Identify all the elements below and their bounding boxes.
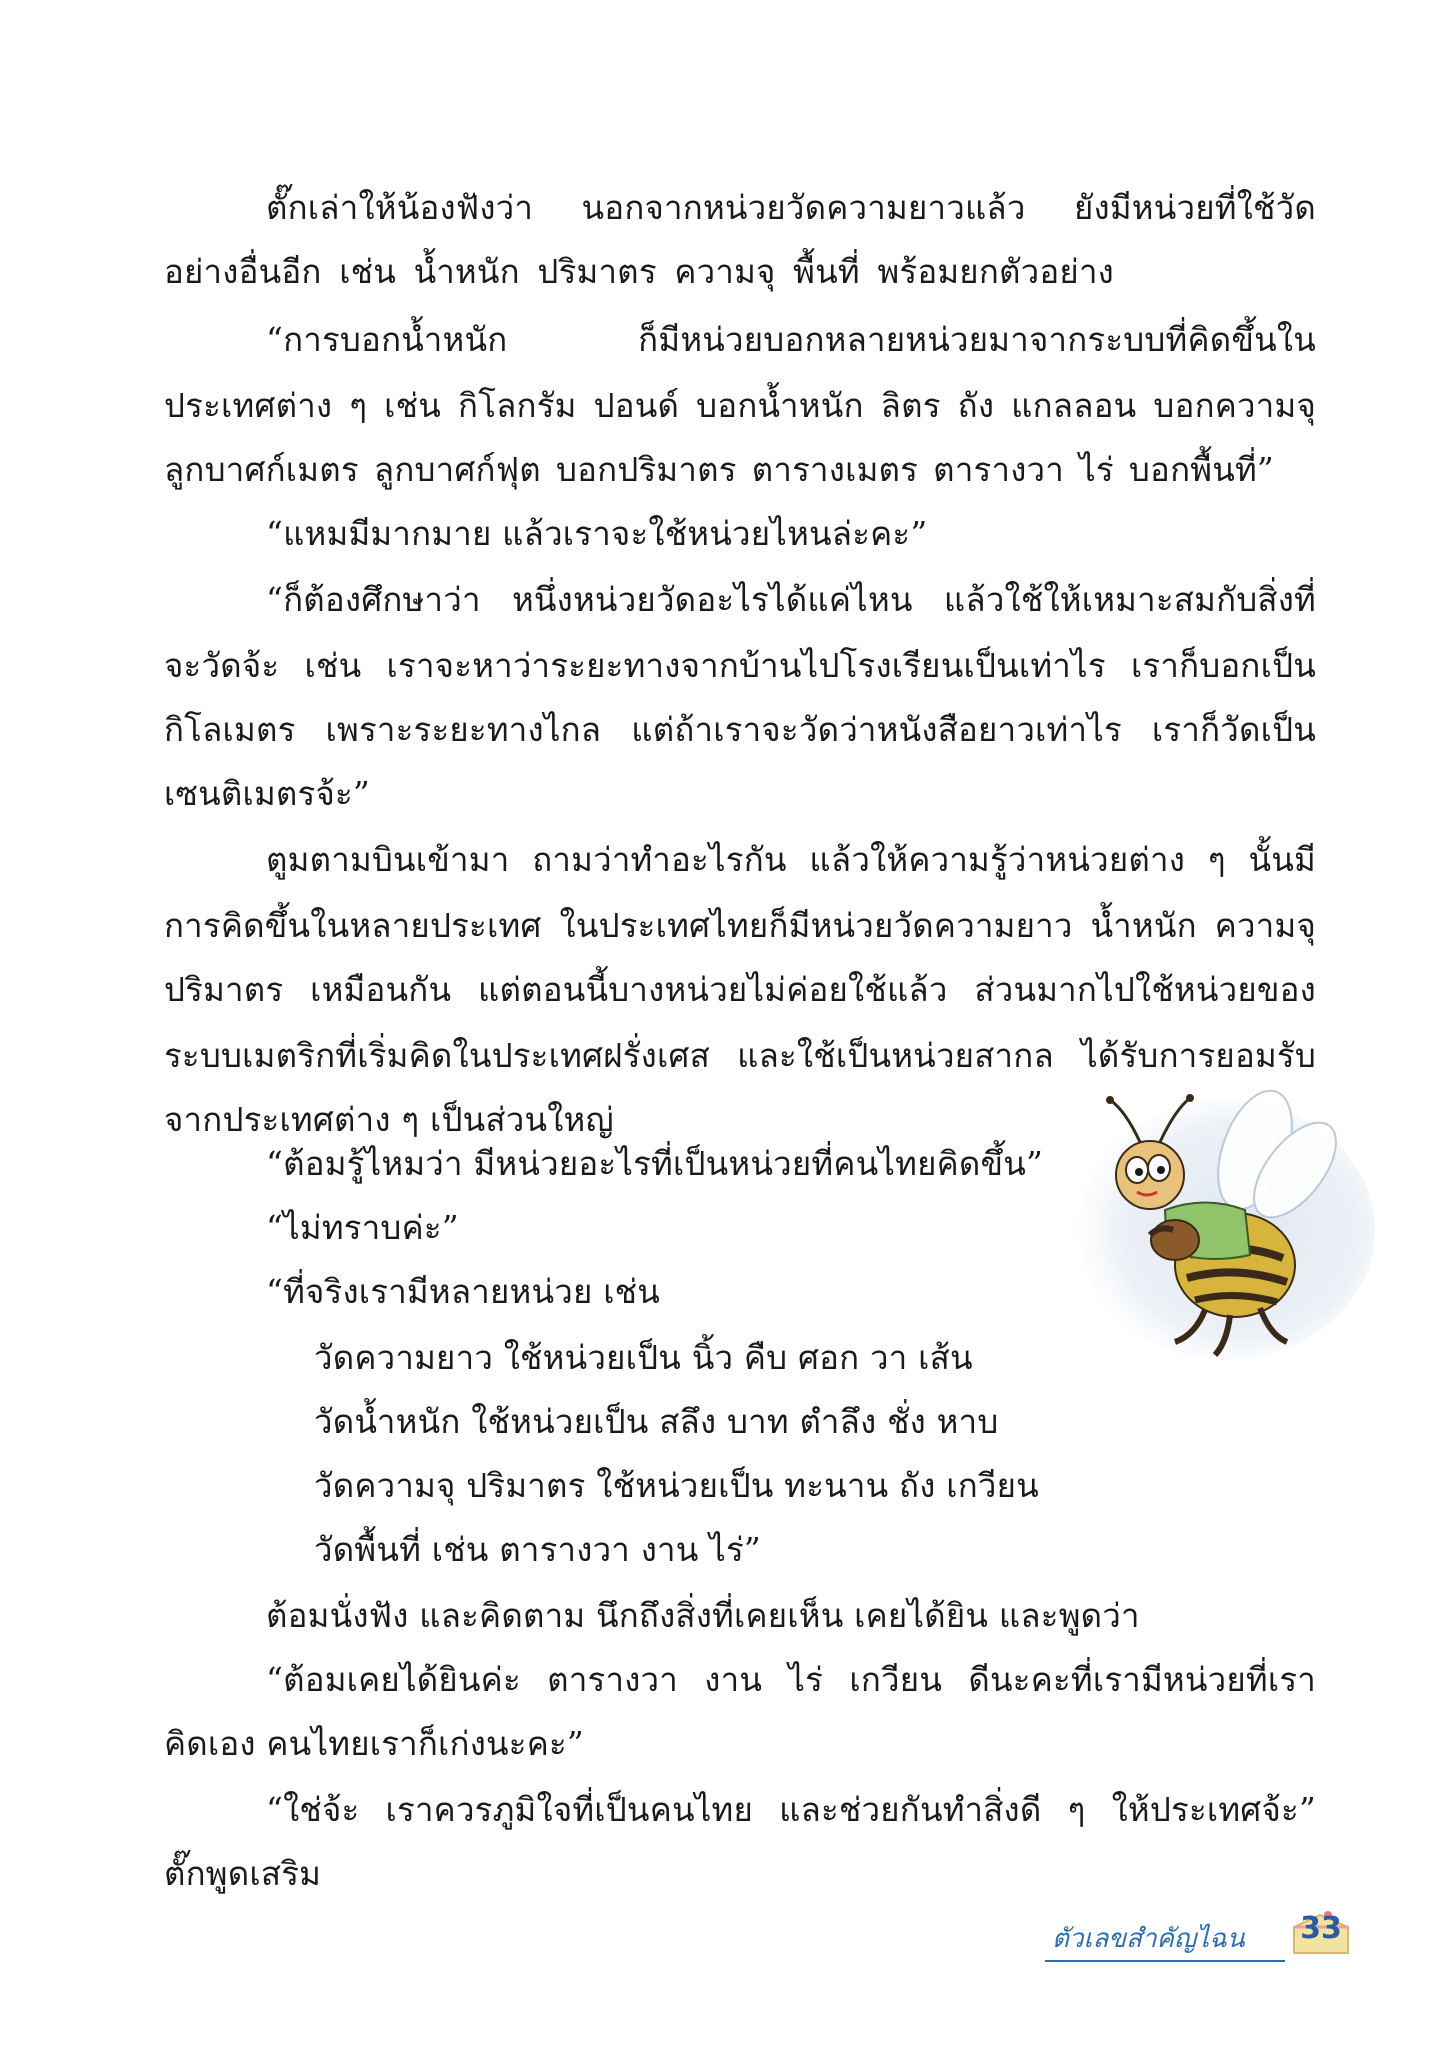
text-line-2: อย่างอื่นอีก เช่น น้ำหนัก ปริมาตร ความจุ พื้นที่ พร้อมยกตัวอย่าง (164, 252, 1114, 291)
text-line-1: ตั๊กเล่าให้น้องฟังว่า นอกจากหน่วยวัดความยาวแล้ว ยังมีหน่วยที่ใช้วัด (266, 188, 1316, 227)
text-line-4: ประเทศต่าง ๆ เช่น กิโลกรัม ปอนด์ บอกน้ำหนัก ลิตร ถัง แกลลอน บอกความจุ (164, 386, 1316, 425)
text-line-26: “ใช่จ้ะ เราควรภูมิใจที่เป็นคนไทย และช่วยกันทำสิ่งดี ๆ ให้ประเทศจ้ะ” (266, 1790, 1316, 1829)
text-line-12: การคิดขึ้นในหลายประเทศ ในประเทศไทยก็มีหน่วยวัดความยาว น้ำหนัก ความจุ (164, 906, 1316, 945)
page-number: 33 (1300, 1911, 1342, 1946)
text-line-17: “ไม่ทราบค่ะ” (266, 1208, 459, 1247)
text-line-9: กิโลเมตร เพราะระยะทางไกล แต่ถ้าเราจะวัดว่าหนังสือยาวเท่าไร เราก็วัดเป็น (164, 710, 1316, 749)
text-line-14: ระบบเมตริกที่เริ่มคิดในประเทศฝรั่งเศส และใช้เป็นหน่วยสากล ได้รับการยอมรับ (164, 1036, 1316, 1075)
text-line-24: “ต้อมเคยได้ยินค่ะ ตารางวา งาน ไร่ เกวียน ดีนะคะที่เรามีหน่วยที่เรา (266, 1660, 1316, 1699)
text-line-8: จะวัดจ้ะ เช่น เราจะหาว่าระยะทางจากบ้านไปโรงเรียนเป็นเท่าไร เราก็บอกเป็น (164, 646, 1316, 685)
text-line-5: ลูกบาศก์เมตร ลูกบาศก์ฟุต บอกปริมาตร ตารางเมตร ตารางวา ไร่ บอกพื้นที่” (164, 450, 1274, 489)
footer-rule (1045, 1960, 1285, 1962)
text-line-6: “แหมมีมากมาย แล้วเราจะใช้หน่วยไหนล่ะคะ” (266, 514, 928, 553)
text-line-15: จากประเทศต่าง ๆ เป็นส่วนใหญ่ (164, 1100, 614, 1139)
text-line-22: วัดพื้นที่ เช่น ตารางวา งาน ไร่” (314, 1530, 762, 1569)
text-line-13: ปริมาตร เหมือนกัน แต่ตอนนี้บางหน่วยไม่ค่อยใช้แล้ว ส่วนมากไปใช้หน่วยของ (164, 970, 1316, 1009)
text-line-18: “ที่จริงเรามีหลายหน่วย เช่น (266, 1272, 661, 1311)
text-line-16: “ต้อมรู้ไหมว่า มีหน่วยอะไรที่เป็นหน่วยที่คนไทยคิดขึ้น” (266, 1144, 1044, 1183)
text-line-27: ตั๊กพูดเสริม (164, 1854, 322, 1893)
bee-illustration (1055, 1080, 1375, 1380)
text-line-10: เซนติเมตรจ้ะ” (164, 774, 370, 813)
text-line-11: ตูมตามบินเข้ามา ถามว่าทำอะไรกัน แล้วให้ความรู้ว่าหน่วยต่าง ๆ นั้นมี (266, 840, 1316, 879)
text-line-21: วัดความจุ ปริมาตร ใช้หน่วยเป็น ทะนาน ถัง เกวียน (314, 1466, 1039, 1505)
text-line-3: “การบอกน้ำหนัก ก็มีหน่วยบอกหลายหน่วยมาจากระบบที่คิดขึ้นใน (266, 320, 1316, 359)
text-line-20: วัดน้ำหนัก ใช้หน่วยเป็น สลึง บาท ตำลึง ชั่ง หาบ (314, 1402, 999, 1441)
text-line-7: “ก็ต้องศึกษาว่า หนึ่งหน่วยวัดอะไรได้แค่ไหน แล้วใช้ให้เหมาะสมกับสิ่งที่ (266, 580, 1316, 619)
book-title: ตัวเลขสำคัญไฉน (1052, 1924, 1245, 1954)
text-line-23: ต้อมนั่งฟัง และคิดตาม นึกถึงสิ่งที่เคยเห็น เคยได้ยิน และพูดว่า (266, 1596, 1140, 1635)
text-line-19: วัดความยาว ใช้หน่วยเป็น นิ้ว คืบ ศอก วา เส้น (314, 1338, 973, 1377)
text-line-25: คิดเอง คนไทยเราก็เก่งนะคะ” (164, 1724, 584, 1763)
